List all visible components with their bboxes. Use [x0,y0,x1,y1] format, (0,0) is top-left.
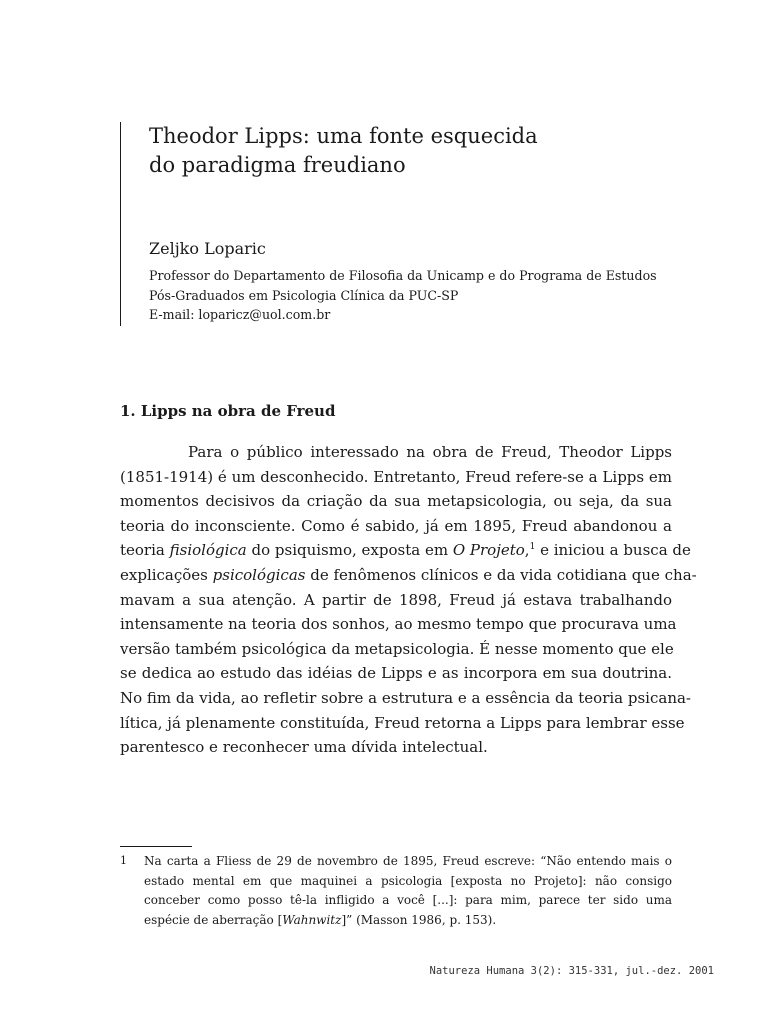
section-heading: 1. Lipps na obra de Freud [120,402,336,420]
paragraph-line: intensamente na teoria dos sonhos, ao mesmo tempo que procurava uma [120,615,677,634]
emphasis: psicológicas [212,565,306,584]
paragraph-line: explicações psicológicas de fenômenos clínicos e da vida cotidiana que cha- [120,565,697,584]
paragraph-line: parentesco e reconhecer uma dívida intelectual. [120,738,488,757]
affiliation-line: Professor do Departamento de Filosofia da Unicamp e do Programa de Estudos [149,268,657,283]
paragraph-line: se dedica ao estudo das idéias de Lipps e as incorpora em sua doutrina. [120,664,672,683]
title-line: do paradigma freudiano [149,153,406,177]
paragraph-line: mavam a sua atenção. A partir de 1898, Freud já estava trabalhando [120,590,672,609]
emphasis: fisiológica [169,541,247,560]
work-title: O Projeto [452,541,525,560]
paragraph-line: teoria do inconsciente. Como é sabido, já em 1895, Freud abandonou a [120,516,672,535]
article-header [120,122,721,326]
article-title [149,122,538,180]
title-line: Theodor Lipps: uma fonte esquecida [149,124,538,148]
footnote-divider [120,846,192,847]
footnote-text [144,852,672,930]
footnote-marker: 1 [120,854,127,867]
paragraph-line: momentos decisivos da criação da sua metapsicologia, ou seja, da sua [120,492,672,511]
paragraph-line: teoria fisiológica do psiquismo, exposta em O Projeto,$^1$ e iniciou a busca de [120,541,691,560]
footnote-reference[interactable]: 1 [529,542,536,553]
footnote-line: estado mental em que maquinei a psicologia [exposta no Projeto]: não consigo [144,873,672,888]
paragraph-line: (1851-1914) é um desconhecido. Entretanto, Freud refere-se a Lipps em [120,467,672,486]
author-name: Zeljko Loparic [149,239,266,258]
paragraph-line: Para o público interessado na obra de Freud, Theodor Lipps [188,443,672,461]
journal-citation: Natureza Humana 3(2): 315-331, jul.-dez. 2001 [429,965,714,977]
body-paragraph [120,440,697,760]
footnote-line: Na carta a Fliess de 29 de novembro de 1895, Freud escreve: “Não entendo mais o [144,854,672,868]
paragraph-line: No fim da vida, ao refletir sobre a estrutura e a essência da teoria psicana- [120,688,691,707]
author-affiliation [149,266,657,325]
footnote-line: conceber como posso tê-la infligido a você [...]: para mim, parece ter sido uma [144,893,672,908]
paragraph-line: lítica, já plenamente constituída, Freud retorna a Lipps para lembrar esse [120,713,685,732]
emphasis: Wahnwitz [282,912,342,927]
footnote-line: espécie de aberração [Wahnwitz]” (Masson 1986, p. 153). [144,912,497,927]
paragraph-line: versão também psicológica da metapsicologia. É nesse momento que ele [120,639,674,658]
affiliation-line: Pós-Graduados em Psicologia Clínica da PUC-SP [149,287,459,303]
author-email: E-mail: loparicz@uol.com.br [149,307,331,322]
